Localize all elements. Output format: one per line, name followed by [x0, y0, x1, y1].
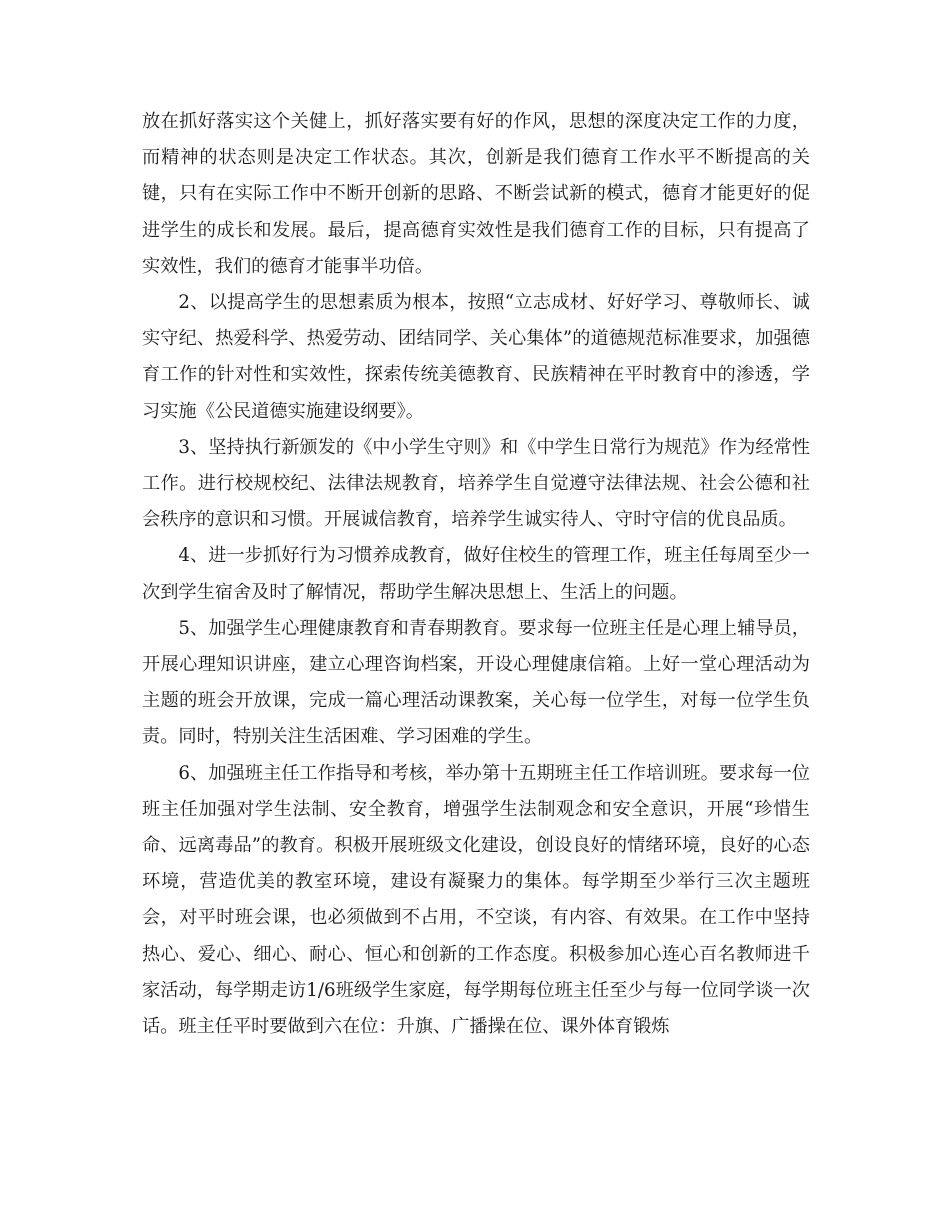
paragraph-continuation: 放在抓好落实这个关健上，抓好落实要有好的作风，思想的深度决定工作的力度，而精神的状态则是决定工作状态。其次，创新是我们德育工作水平不断提高的关键，只有在实际工作中不断开创新的思路、不断尝试新的模式，德育才能更好的促进学生的成长和发展。最后，提高德育实效性是我们德育工作的目标，只有提高了实效性，我们的德育才能事半功倍。 [142, 111, 810, 277]
paragraph-item-2: 2、以提高学生的思想素质为根本，按照“立志成材、好好学习、尊敬师长、诚实守纪、热爱科学、热爱劳动、团结同学、关心集体”的道德规范标准要求，加强德育工作的针对性和实效性，探索传统美德教育、民族精神在平时教育中的渗透，学习实施《公民道德实施建设纲要》。 [142, 292, 810, 422]
paragraph-item-6: 6、加强班主任工作指导和考核，举办第十五期班主任工作培训班。要求每一位班主任加强对学生法制、安全教育，增强学生法制观念和安全意识，开展“珍惜生命、远离毒品”的教育。积极开展班级文化建设，创设良好的情绪环境，良好的心态环境，营造优美的教室环境，建设有凝聚力的集体。每学期至少举行三次主题班会，对平时班会课，也必须做到不占用，不空谈，有内容、有效果。在工作中坚持热心、爱心、细心、耐心、恒心和创新的工作态度。积极参加心连心百名教师进千家活动，每学期走访1/6班级学生家庭，每学期每位班主任至少与每一位同学谈一次话。班主任平时要做到六在位：升旗、广播操在位、课外体育锻炼 [142, 762, 810, 1038]
document-page [142, 104, 810, 1045]
paragraph-item-4: 4、进一步抓好行为习惯养成教育，做好住校生的管理工作，班主任每周至少一次到学生宿舍及时了解情况，帮助学生解决思想上、生活上的问题。 [142, 545, 810, 603]
paragraph-item-3: 3、坚持执行新颁发的《中小学生守则》和《中学生日常行为规范》作为经常性工作。进行校规校纪、法律法规教育，培养学生自觉遵守法律法规、社会公德和社会秩序的意识和习惯。开展诚信教育，培养学生诚实待人、守时守信的优良品质。 [142, 436, 810, 531]
paragraph-item-5: 5、加强学生心理健康教育和青春期教育。要求每一位班主任是心理上辅导员，开展心理知识讲座，建立心理咨询档案，开设心理健康信箱。上好一堂心理活动为主题的班会开放课，完成一篇心理活动课教案，关心每一位学生，对每一位学生负责。同时，特别关注生活困难、学习困难的学生。 [142, 617, 810, 748]
